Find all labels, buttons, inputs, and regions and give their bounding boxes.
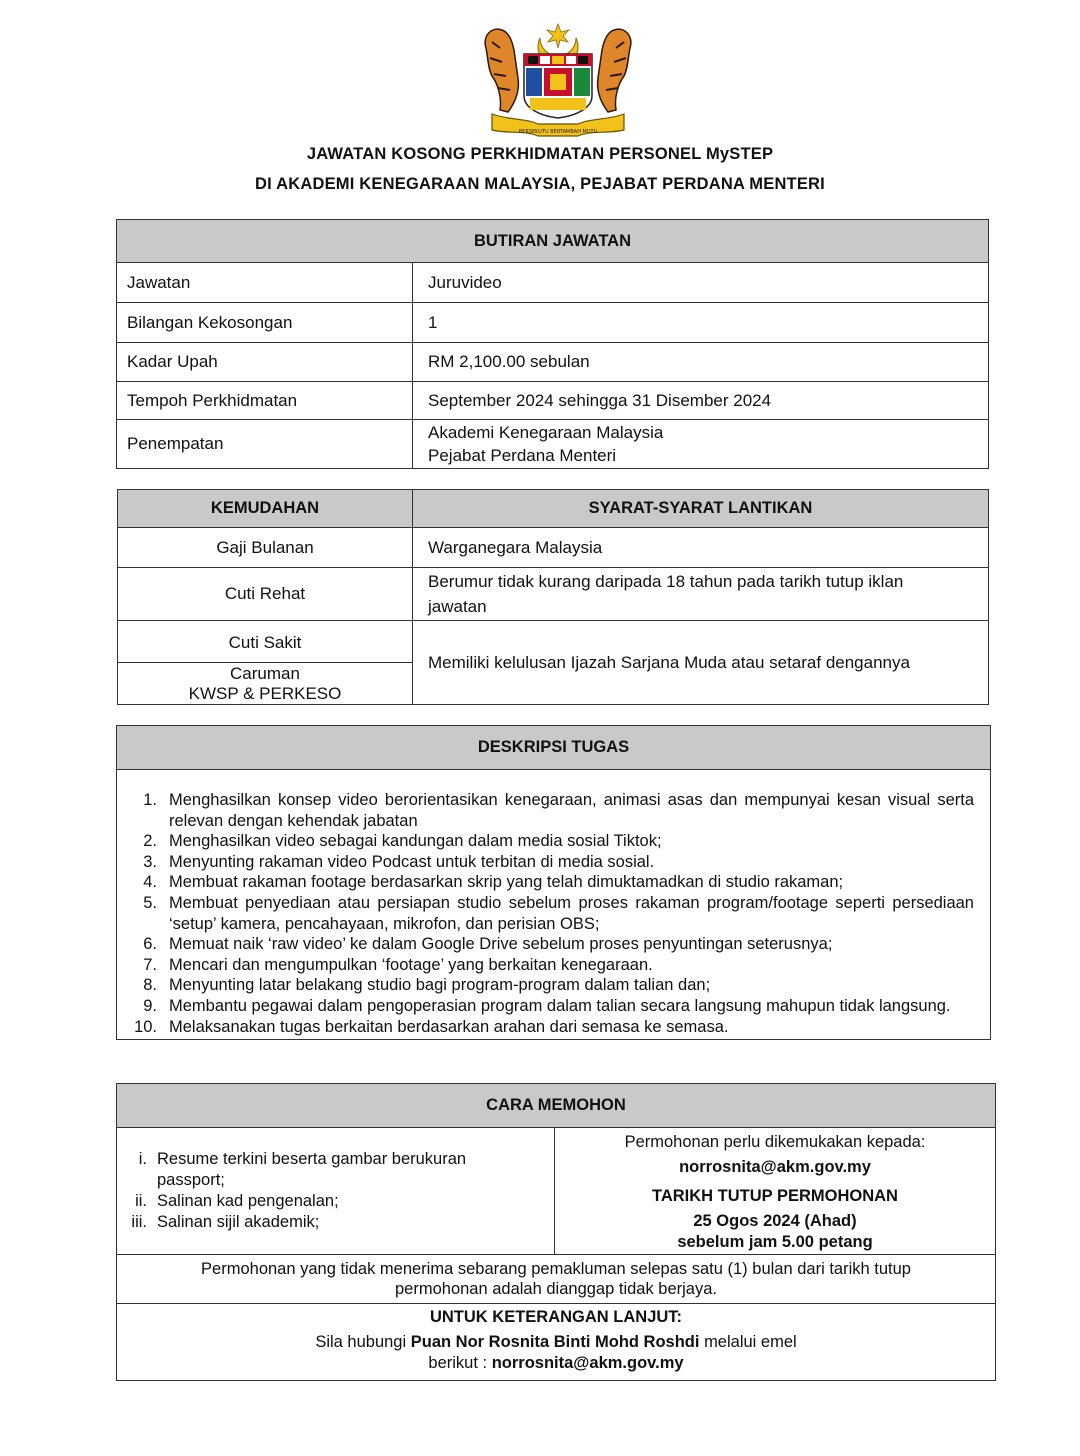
row-label-bilangan: Bilangan Kekosongan bbox=[117, 303, 413, 343]
duty-number: 1. bbox=[143, 791, 157, 809]
duty-text: Menyunting latar belakang studio bagi program-program dalam talian dan; bbox=[169, 976, 711, 995]
list-item bbox=[117, 852, 990, 873]
notice-text: Permohonan yang tidak menerima sebarang pemakluman selepas satu (1) bulan dari tarikh tutup permohonan adalah dianggap tidak berjaya. bbox=[117, 1255, 996, 1304]
submission-cell bbox=[555, 1128, 996, 1255]
duty-number: 5. bbox=[143, 893, 157, 912]
closing-date: 25 Ogos 2024 (Ahad) bbox=[693, 1212, 857, 1230]
caruman-line-2: KWSP & PERKESO bbox=[188, 684, 342, 703]
duty-number: 8. bbox=[143, 976, 157, 995]
duty-text: Membantu pegawai dalam pengoperasian program dalam talian secara langsung mahupun tidak langsung. bbox=[169, 996, 951, 1015]
page-title-line-2: DI AKADEMI KENEGARAAN MALAYSIA, PEJABAT PERDANA MENTERI bbox=[255, 175, 825, 193]
list-item bbox=[117, 1149, 514, 1191]
list-item bbox=[117, 1017, 990, 1038]
doc-number: i. bbox=[138, 1150, 147, 1168]
row-value-tempoh: September 2024 sehingga 31 Disember 2024 bbox=[413, 382, 989, 420]
duty-number: 6. bbox=[143, 935, 157, 954]
deskripsi-tugas-table bbox=[116, 725, 991, 1040]
duty-number: 2. bbox=[143, 832, 157, 851]
duty-text: Menghasilkan video sebagai kandungan dalam media sosial Tiktok; bbox=[169, 832, 662, 851]
list-item bbox=[117, 893, 990, 934]
list-item bbox=[117, 934, 990, 955]
submission-email-link[interactable]: norrosnita@akm.gov.my bbox=[679, 1158, 871, 1176]
list-item bbox=[117, 1212, 514, 1233]
row-value-bilangan: 1 bbox=[413, 303, 989, 343]
closing-time: sebelum jam 5.00 petang bbox=[677, 1233, 873, 1251]
kemudahan-heading: KEMUDAHAN bbox=[118, 490, 413, 528]
duty-text: Melaksanakan tugas berkaitan berdasarkan arahan dari semasa ke semasa. bbox=[169, 1017, 729, 1036]
crest-motto: BERSEKUTU BERTAMBAH MUTU bbox=[518, 129, 598, 135]
list-item bbox=[117, 1191, 514, 1212]
list-item bbox=[117, 831, 990, 852]
info-heading: UNTUK KETERANGAN LANJUT: bbox=[429, 1308, 683, 1326]
kemudahan-item: Cuti Sakit bbox=[118, 621, 412, 663]
documents-cell bbox=[117, 1128, 555, 1255]
deskripsi-body bbox=[117, 770, 991, 1040]
info-pre: Sila hubungi bbox=[315, 1333, 407, 1351]
penempatan-line-1: Akademi Kenegaraan Malaysia bbox=[428, 423, 664, 442]
syarat-heading: SYARAT-SYARAT LANTIKAN bbox=[413, 490, 989, 528]
info-line-2 bbox=[118, 1353, 994, 1374]
duty-number: 7. bbox=[143, 955, 157, 974]
cara-heading: CARA MEMOHON bbox=[117, 1084, 996, 1128]
row-label-jawatan: Jawatan bbox=[117, 263, 413, 303]
syarat-item: Memiliki kelulusan Ijazah Sarjana Muda atau setaraf dengannya bbox=[413, 621, 989, 705]
doc-text: Salinan kad pengenalan; bbox=[157, 1192, 339, 1210]
submit-to-text: Permohonan perlu dikemukakan kepada: bbox=[624, 1133, 926, 1151]
kemudahan-item: Gaji Bulanan bbox=[118, 528, 413, 568]
duty-number: 9. bbox=[143, 996, 157, 1015]
doc-text: Salinan sijil akademik; bbox=[157, 1213, 320, 1231]
row-label-tempoh: Tempoh Perkhidmatan bbox=[117, 382, 413, 420]
kemudahan-item-caruman bbox=[118, 663, 412, 704]
duty-text: Membuat rakaman footage berdasarkan skrip yang telah dimuktamadkan di studio rakaman; bbox=[169, 873, 844, 892]
duty-text: Membuat penyediaan atau persiapan studio sebelum proses rakaman program/footage seperti persediaan ‘setup’ kamera, pencahayaan, mikrofon, dan perisian OBS; bbox=[169, 893, 974, 933]
duty-text: Memuat naik ‘raw video’ ke dalam Google Drive sebelum proses penyuntingan seterusnya; bbox=[169, 935, 833, 954]
info-mid: melalui emel bbox=[704, 1333, 797, 1351]
row-label-penempatan: Penempatan bbox=[117, 420, 413, 469]
kemudahan-cell-group bbox=[118, 621, 413, 705]
coat-of-arms-crest bbox=[478, 18, 638, 140]
list-item bbox=[117, 872, 990, 893]
kemudahan-syarat-table bbox=[117, 489, 989, 705]
page-title-line-1: JAWATAN KOSONG PERKHIDMATAN PERSONEL MySTEP bbox=[306, 145, 774, 163]
doc-number: ii. bbox=[135, 1192, 147, 1210]
row-value-jawatan: Juruvideo bbox=[413, 263, 989, 303]
cara-memohon-table bbox=[116, 1083, 996, 1381]
info-line-1 bbox=[118, 1332, 994, 1353]
documents-list bbox=[117, 1149, 554, 1233]
row-value-penempatan bbox=[413, 420, 989, 469]
row-value-kadar-upah: RM 2,100.00 sebulan bbox=[413, 343, 989, 382]
contact-name: Puan Nor Rosnita Binti Mohd Roshdi bbox=[410, 1333, 700, 1351]
caruman-line-1: Caruman bbox=[230, 664, 300, 683]
syarat-item: Warganegara Malaysia bbox=[413, 528, 989, 568]
duty-number: 3. bbox=[143, 852, 157, 871]
info-pre2: berikut : bbox=[428, 1354, 488, 1372]
duties-list bbox=[117, 790, 990, 1037]
duty-text: Menghasilkan konsep video berorientasikan kenegaraan, animasi asas dan mempunyai kesan visual serta relevan dengan kehendak jabatan bbox=[169, 791, 974, 830]
list-item bbox=[117, 975, 990, 996]
doc-number: iii. bbox=[131, 1213, 147, 1231]
deskripsi-heading: DESKRIPSI TUGAS bbox=[117, 726, 991, 770]
info-cell bbox=[117, 1304, 996, 1381]
closing-heading: TARIKH TUTUP PERMOHONAN bbox=[652, 1187, 898, 1205]
duty-number: 4. bbox=[143, 873, 157, 892]
kemudahan-item: Cuti Rehat bbox=[118, 568, 413, 621]
penempatan-line-2: Pejabat Perdana Menteri bbox=[428, 446, 617, 465]
row-label-kadar-upah: Kadar Upah bbox=[117, 343, 413, 382]
list-item bbox=[117, 790, 990, 831]
list-item bbox=[117, 996, 990, 1017]
butiran-heading: BUTIRAN JAWATAN bbox=[117, 220, 989, 263]
contact-email-link[interactable]: norrosnita@akm.gov.my bbox=[491, 1354, 684, 1372]
syarat-item: Berumur tidak kurang daripada 18 tahun pada tarikh tutup iklan jawatan bbox=[413, 568, 989, 621]
duty-text: Mencari dan mengumpulkan ‘footage’ yang berkaitan kenegaraan. bbox=[169, 955, 653, 974]
duty-number: 10. bbox=[134, 1017, 157, 1036]
list-item bbox=[117, 955, 990, 976]
duty-text: Menyunting rakaman video Podcast untuk terbitan di media sosial. bbox=[169, 852, 655, 871]
butiran-jawatan-table bbox=[116, 219, 989, 469]
doc-text: Resume terkini beserta gambar berukuran passport; bbox=[157, 1150, 467, 1189]
